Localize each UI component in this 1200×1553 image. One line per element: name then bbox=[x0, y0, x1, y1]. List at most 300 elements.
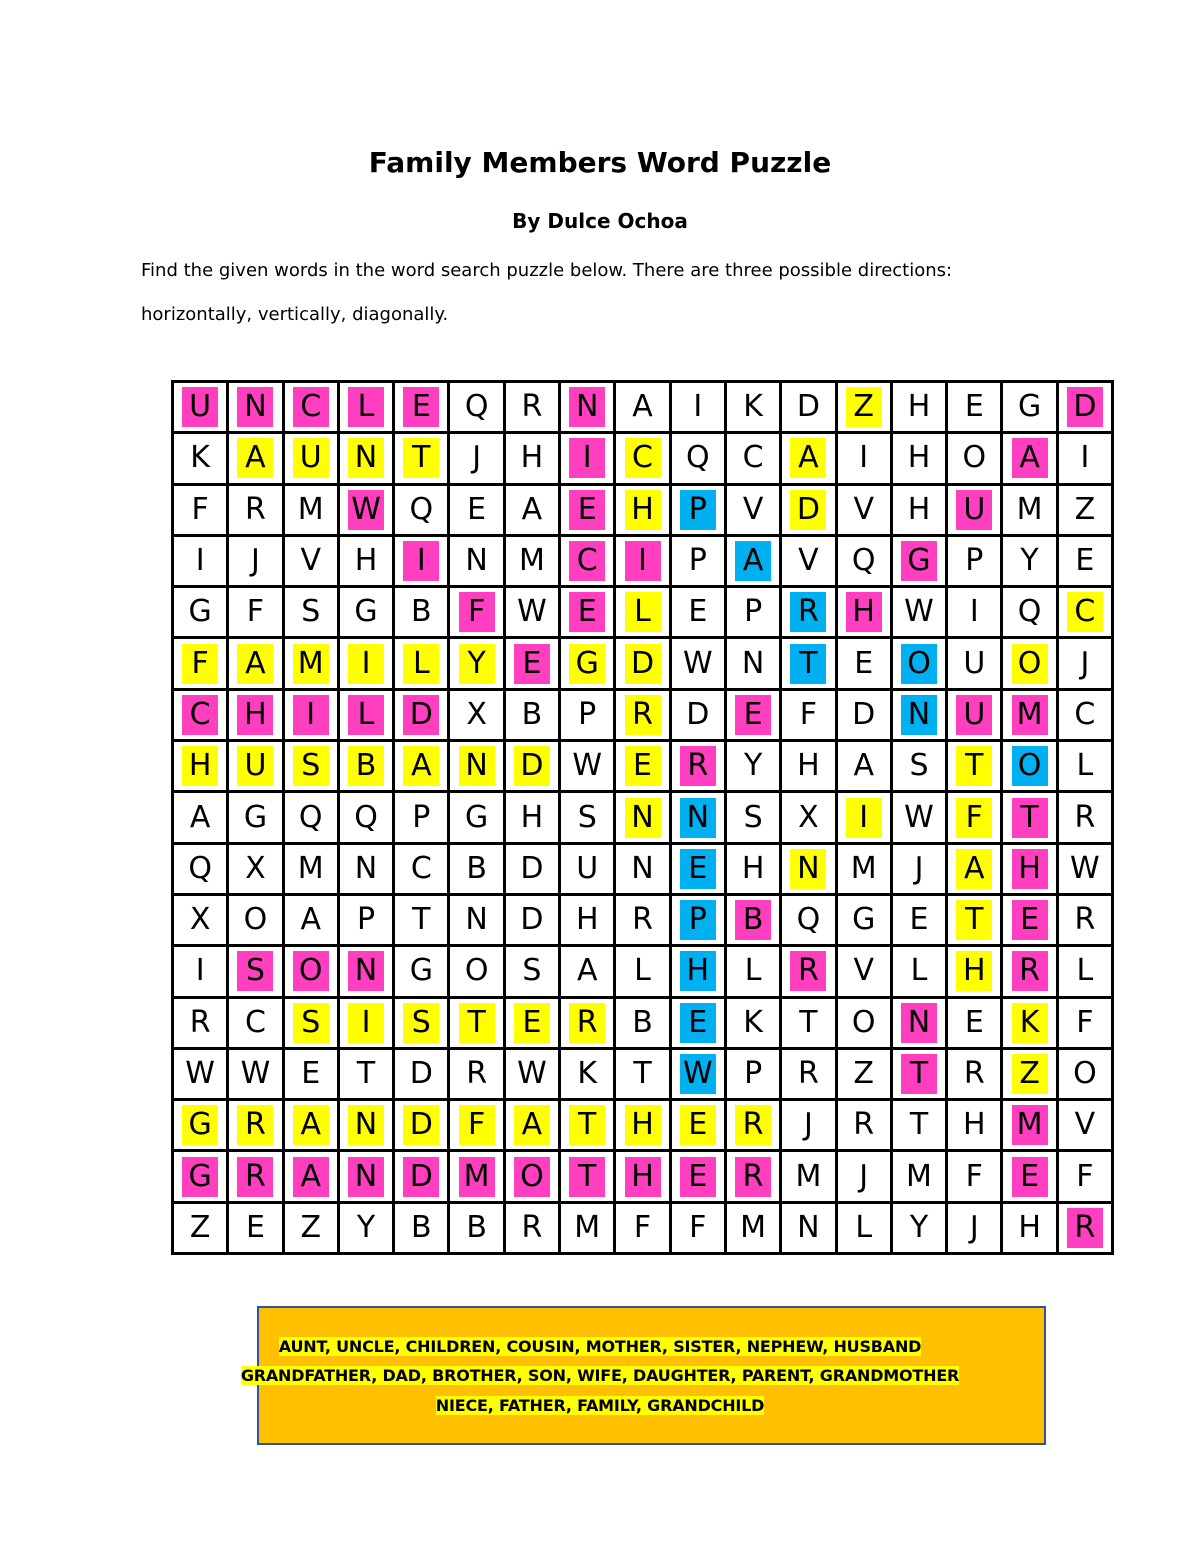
grid-cell bbox=[672, 383, 727, 434]
grid-cell bbox=[506, 1204, 561, 1255]
grid-cell bbox=[672, 1152, 727, 1203]
grid-letter: N bbox=[901, 1003, 937, 1043]
grid-letter: O bbox=[464, 953, 489, 989]
grid-cell bbox=[450, 537, 505, 588]
grid-letter: N bbox=[631, 850, 654, 886]
grid-cell bbox=[340, 845, 395, 896]
grid-cell bbox=[727, 486, 782, 537]
grid-letter: I bbox=[403, 541, 439, 581]
grid-letter: F bbox=[246, 594, 265, 630]
grid-letter: I bbox=[625, 541, 661, 581]
grid-letter: G bbox=[901, 541, 937, 581]
grid-letter: N bbox=[348, 951, 384, 991]
grid-letter: N bbox=[348, 1157, 384, 1197]
grid-letter: E bbox=[964, 1004, 984, 1040]
grid-letter: M bbox=[1012, 695, 1048, 735]
grid-letter: G bbox=[182, 1105, 218, 1145]
grid-letter: F bbox=[1076, 1158, 1094, 1194]
grid-cell bbox=[893, 588, 948, 639]
grid-cell bbox=[893, 896, 948, 947]
grid-letter: I bbox=[859, 440, 869, 476]
grid-letter: V bbox=[853, 953, 874, 989]
grid-letter: S bbox=[403, 1003, 439, 1043]
grid-cell bbox=[782, 486, 837, 537]
grid-letter: L bbox=[1076, 748, 1094, 784]
grid-letter: M bbox=[518, 543, 545, 579]
grid-letter: S bbox=[293, 746, 329, 786]
grid-letter: N bbox=[348, 438, 384, 478]
grid-letter: N bbox=[354, 850, 378, 886]
grid-letter: A bbox=[514, 1105, 550, 1145]
grid-cell bbox=[285, 691, 340, 742]
grid-cell bbox=[506, 999, 561, 1050]
grid-letter: H bbox=[625, 1157, 661, 1197]
grid-cell bbox=[561, 793, 616, 844]
grid-cell bbox=[1059, 999, 1114, 1050]
grid-letter: E bbox=[964, 389, 984, 425]
grid-letter: L bbox=[625, 592, 661, 632]
grid-letter: H bbox=[797, 748, 820, 784]
grid-cell bbox=[893, 1101, 948, 1152]
grid-letter: Z bbox=[189, 1209, 211, 1245]
grid-cell bbox=[1059, 742, 1114, 793]
grid-letter: T bbox=[412, 902, 431, 938]
grid-cell bbox=[838, 999, 893, 1050]
page-title: Family Members Word Puzzle bbox=[368, 146, 832, 179]
grid-letter: H bbox=[680, 951, 716, 991]
grid-cell bbox=[1003, 1152, 1058, 1203]
grid-cell bbox=[1003, 947, 1058, 998]
grid-letter: F bbox=[191, 491, 209, 527]
grid-cell bbox=[174, 1204, 229, 1255]
grid-letter: V bbox=[798, 543, 819, 579]
grid-cell bbox=[395, 588, 450, 639]
word-list-item: MOTHER, bbox=[585, 1337, 674, 1356]
grid-letter: H bbox=[907, 440, 931, 476]
grid-letter: J bbox=[472, 440, 482, 476]
grid-cell bbox=[561, 1152, 616, 1203]
grid-letter: W bbox=[240, 1056, 271, 1091]
grid-cell bbox=[838, 1204, 893, 1255]
grid-cell bbox=[174, 691, 229, 742]
grid-letter: I bbox=[195, 543, 205, 579]
grid-letter: E bbox=[688, 594, 708, 630]
grid-letter: I bbox=[348, 644, 384, 684]
grid-cell bbox=[450, 1152, 505, 1203]
grid-cell bbox=[727, 588, 782, 639]
grid-letter: D bbox=[403, 695, 439, 735]
grid-cell bbox=[395, 486, 450, 537]
grid-letter: E bbox=[514, 1003, 550, 1043]
grid-letter: M bbox=[1016, 491, 1043, 527]
grid-cell bbox=[948, 1152, 1003, 1203]
grid-cell bbox=[1059, 537, 1114, 588]
grid-letter: Q bbox=[354, 799, 378, 835]
grid-letter: R bbox=[797, 1056, 819, 1091]
grid-letter: R bbox=[632, 902, 653, 938]
grid-cell bbox=[727, 1204, 782, 1255]
grid-cell bbox=[838, 691, 893, 742]
grid-cell bbox=[616, 1050, 671, 1101]
grid-letter: K bbox=[190, 440, 210, 476]
grid-cell bbox=[1059, 588, 1114, 639]
grid-letter: A bbox=[576, 953, 598, 989]
grid-cell bbox=[229, 639, 284, 690]
grid-cell bbox=[727, 537, 782, 588]
grid-cell bbox=[561, 1101, 616, 1152]
grid-letter: U bbox=[956, 695, 992, 735]
grid-cell bbox=[893, 845, 948, 896]
grid-cell bbox=[948, 383, 1003, 434]
grid-cell bbox=[1059, 383, 1114, 434]
grid-letter: D bbox=[403, 1157, 439, 1197]
grid-letter: B bbox=[466, 850, 487, 886]
grid-letter: T bbox=[569, 1105, 605, 1145]
grid-cell bbox=[450, 1050, 505, 1101]
grid-cell bbox=[838, 1101, 893, 1152]
grid-letter: P bbox=[412, 799, 431, 835]
word-search-grid bbox=[171, 380, 1114, 1255]
grid-cell bbox=[506, 383, 561, 434]
grid-cell bbox=[782, 896, 837, 947]
grid-letter: O bbox=[293, 951, 329, 991]
grid-letter: D bbox=[625, 644, 661, 684]
grid-cell bbox=[838, 947, 893, 998]
grid-cell bbox=[727, 434, 782, 485]
grid-letter: U bbox=[293, 438, 329, 478]
grid-cell bbox=[561, 742, 616, 793]
grid-cell bbox=[340, 1101, 395, 1152]
grid-letter: Y bbox=[909, 1209, 929, 1245]
grid-letter: Q bbox=[298, 799, 323, 835]
grid-cell bbox=[838, 486, 893, 537]
grid-cell bbox=[1059, 434, 1114, 485]
grid-cell bbox=[450, 947, 505, 998]
grid-cell bbox=[838, 588, 893, 639]
grid-letter: T bbox=[459, 1003, 495, 1043]
grid-letter: J bbox=[251, 543, 260, 579]
grid-cell bbox=[561, 537, 616, 588]
grid-cell bbox=[893, 1204, 948, 1255]
grid-letter: N bbox=[680, 798, 716, 838]
grid-cell bbox=[395, 999, 450, 1050]
grid-cell bbox=[340, 383, 395, 434]
grid-letter: E bbox=[514, 644, 550, 684]
grid-letter: H bbox=[741, 850, 765, 886]
grid-letter: J bbox=[1080, 645, 1090, 681]
grid-cell bbox=[948, 947, 1003, 998]
grid-letter: E bbox=[680, 1157, 716, 1197]
grid-cell bbox=[285, 486, 340, 537]
grid-cell bbox=[893, 1152, 948, 1203]
grid-letter: V bbox=[742, 491, 764, 527]
grid-letter: K bbox=[743, 1004, 763, 1040]
grid-letter: Q bbox=[464, 389, 489, 425]
grid-letter: X bbox=[466, 696, 487, 732]
grid-letter: B bbox=[411, 594, 432, 630]
grid-letter: N bbox=[465, 902, 488, 938]
grid-cell bbox=[616, 896, 671, 947]
grid-letter: W bbox=[348, 490, 384, 530]
grid-letter: A bbox=[293, 1105, 329, 1145]
grid-cell bbox=[672, 845, 727, 896]
grid-cell bbox=[561, 896, 616, 947]
grid-letter: S bbox=[237, 951, 273, 991]
grid-letter: T bbox=[909, 1107, 929, 1143]
grid-letter: D bbox=[1067, 387, 1103, 427]
word-list-item: WIFE, bbox=[577, 1366, 633, 1385]
grid-letter: O bbox=[901, 644, 937, 684]
grid-cell bbox=[340, 691, 395, 742]
grid-cell bbox=[616, 845, 671, 896]
grid-letter: R bbox=[237, 1157, 273, 1197]
grid-letter: U bbox=[963, 645, 986, 681]
word-list-item: PARENT, bbox=[741, 1366, 820, 1385]
grid-cell bbox=[229, 1050, 284, 1101]
grid-letter: R bbox=[1074, 902, 1096, 938]
grid-letter: R bbox=[790, 592, 826, 632]
grid-letter: G bbox=[182, 1157, 218, 1197]
grid-cell bbox=[285, 793, 340, 844]
grid-cell bbox=[1059, 1152, 1114, 1203]
grid-cell bbox=[1059, 1101, 1114, 1152]
grid-cell bbox=[561, 639, 616, 690]
grid-letter: O bbox=[514, 1157, 550, 1197]
grid-cell bbox=[727, 999, 782, 1050]
grid-cell bbox=[893, 537, 948, 588]
grid-cell bbox=[229, 742, 284, 793]
grid-letter: I bbox=[693, 389, 703, 425]
grid-letter: R bbox=[521, 1209, 543, 1245]
grid-letter: T bbox=[569, 1157, 605, 1197]
grid-letter: G bbox=[569, 644, 605, 684]
grid-cell bbox=[174, 383, 229, 434]
grid-cell bbox=[174, 793, 229, 844]
grid-letter: N bbox=[237, 387, 273, 427]
grid-letter: Z bbox=[846, 387, 882, 427]
grid-cell bbox=[506, 486, 561, 537]
grid-letter: F bbox=[799, 696, 818, 732]
grid-cell bbox=[229, 486, 284, 537]
word-list-item: FAMILY, bbox=[577, 1396, 648, 1415]
grid-letter: J bbox=[914, 850, 924, 886]
grid-letter: M bbox=[293, 644, 329, 684]
grid-letter: I bbox=[293, 695, 329, 735]
grid-cell bbox=[948, 588, 1003, 639]
grid-letter: D bbox=[520, 850, 544, 886]
grid-cell bbox=[948, 691, 1003, 742]
grid-cell bbox=[948, 793, 1003, 844]
grid-letter: S bbox=[522, 953, 542, 989]
grid-letter: H bbox=[237, 695, 273, 735]
grid-letter: J bbox=[859, 1158, 869, 1194]
grid-cell bbox=[506, 845, 561, 896]
grid-cell bbox=[672, 1050, 727, 1101]
grid-cell bbox=[893, 1050, 948, 1101]
word-list-line-1 bbox=[0, 1337, 1200, 1356]
grid-cell bbox=[1003, 588, 1058, 639]
grid-cell bbox=[1003, 1101, 1058, 1152]
word-list-item: COUSIN, bbox=[506, 1337, 586, 1356]
grid-letter: T bbox=[403, 438, 439, 478]
grid-cell bbox=[506, 896, 561, 947]
grid-cell bbox=[782, 1152, 837, 1203]
instructions-line-2: horizontally, vertically, diagonally. bbox=[141, 304, 449, 325]
grid-letter: E bbox=[301, 1056, 321, 1091]
grid-cell bbox=[229, 588, 284, 639]
grid-letter: A bbox=[237, 438, 273, 478]
grid-cell bbox=[340, 537, 395, 588]
grid-letter: P bbox=[744, 1056, 763, 1091]
grid-letter: M bbox=[574, 1209, 601, 1245]
grid-letter: R bbox=[237, 1105, 273, 1145]
grid-cell bbox=[561, 845, 616, 896]
grid-cell bbox=[948, 537, 1003, 588]
grid-cell bbox=[782, 1204, 837, 1255]
grid-letter: P bbox=[680, 900, 716, 940]
grid-cell bbox=[174, 639, 229, 690]
grid-letter: H bbox=[575, 902, 599, 938]
grid-cell bbox=[229, 845, 284, 896]
grid-letter: M bbox=[850, 850, 877, 886]
grid-letter: S bbox=[293, 1003, 329, 1043]
instructions-line-1: Find the given words in the word search puzzle below. There are three possible directions: bbox=[141, 260, 953, 281]
grid-letter: B bbox=[411, 1209, 432, 1245]
grid-cell bbox=[174, 1050, 229, 1101]
grid-letter: Q bbox=[851, 543, 876, 579]
grid-cell bbox=[450, 383, 505, 434]
grid-letter: C bbox=[182, 695, 218, 735]
grid-cell bbox=[285, 947, 340, 998]
grid-letter: H bbox=[354, 543, 378, 579]
grid-cell bbox=[727, 1050, 782, 1101]
grid-letter: G bbox=[409, 953, 433, 989]
grid-cell bbox=[838, 434, 893, 485]
grid-cell bbox=[561, 383, 616, 434]
grid-cell bbox=[395, 434, 450, 485]
grid-cell bbox=[782, 1101, 837, 1152]
grid-letter: J bbox=[803, 1107, 813, 1143]
grid-cell bbox=[340, 896, 395, 947]
grid-letter: W bbox=[682, 645, 713, 681]
grid-cell bbox=[948, 1204, 1003, 1255]
grid-letter: L bbox=[403, 644, 439, 684]
grid-letter: E bbox=[569, 490, 605, 530]
grid-cell bbox=[1059, 1050, 1114, 1101]
grid-letter: E bbox=[680, 1105, 716, 1145]
grid-cell bbox=[395, 383, 450, 434]
grid-letter: R bbox=[245, 491, 266, 527]
grid-cell bbox=[340, 742, 395, 793]
word-list-item: SON, bbox=[527, 1366, 578, 1385]
grid-letter: H bbox=[1018, 1209, 1041, 1245]
grid-letter: P bbox=[688, 543, 707, 579]
grid-cell bbox=[285, 742, 340, 793]
grid-cell bbox=[561, 1050, 616, 1101]
grid-letter: B bbox=[348, 746, 384, 786]
grid-cell bbox=[285, 896, 340, 947]
grid-letter: B bbox=[466, 1209, 487, 1245]
grid-cell bbox=[782, 999, 837, 1050]
grid-cell bbox=[506, 588, 561, 639]
grid-cell bbox=[506, 947, 561, 998]
grid-letter: R bbox=[1067, 1208, 1103, 1248]
grid-cell bbox=[727, 691, 782, 742]
grid-cell bbox=[1003, 639, 1058, 690]
grid-letter: M bbox=[1012, 1105, 1048, 1145]
grid-letter: W bbox=[904, 799, 934, 835]
grid-cell bbox=[1003, 999, 1058, 1050]
grid-letter: S bbox=[909, 748, 929, 784]
grid-cell bbox=[174, 845, 229, 896]
grid-cell bbox=[395, 1101, 450, 1152]
grid-letter: Y bbox=[1020, 543, 1039, 579]
grid-cell bbox=[285, 588, 340, 639]
grid-letter: M bbox=[906, 1158, 932, 1194]
grid-letter: T bbox=[790, 644, 826, 684]
grid-letter: N bbox=[797, 1209, 820, 1245]
grid-letter: E bbox=[569, 592, 605, 632]
grid-cell bbox=[1003, 691, 1058, 742]
grid-cell bbox=[285, 1152, 340, 1203]
grid-letter: R bbox=[521, 389, 543, 425]
grid-cell bbox=[782, 537, 837, 588]
grid-letter: T bbox=[799, 1004, 818, 1040]
grid-letter: V bbox=[1074, 1107, 1096, 1143]
grid-letter: X bbox=[245, 850, 266, 886]
grid-letter: R bbox=[963, 1056, 985, 1091]
grid-cell bbox=[395, 1152, 450, 1203]
grid-letter: D bbox=[852, 696, 876, 732]
grid-cell bbox=[450, 1101, 505, 1152]
grid-cell bbox=[948, 896, 1003, 947]
grid-letter: F bbox=[689, 1209, 707, 1245]
grid-letter: R bbox=[853, 1107, 875, 1143]
grid-cell bbox=[893, 639, 948, 690]
grid-letter: W bbox=[185, 1056, 215, 1091]
grid-cell bbox=[1003, 845, 1058, 896]
grid-letter: Y bbox=[743, 748, 763, 784]
grid-cell bbox=[506, 537, 561, 588]
grid-letter: G bbox=[465, 799, 489, 835]
grid-letter: N bbox=[569, 387, 605, 427]
grid-cell bbox=[672, 1101, 727, 1152]
grid-cell bbox=[672, 896, 727, 947]
grid-letter: X bbox=[189, 902, 211, 938]
grid-cell bbox=[561, 486, 616, 537]
grid-letter: A bbox=[632, 389, 653, 425]
grid-letter: K bbox=[743, 389, 763, 425]
grid-cell bbox=[727, 845, 782, 896]
grid-letter: E bbox=[854, 645, 874, 681]
grid-letter: B bbox=[521, 696, 543, 732]
grid-cell bbox=[285, 999, 340, 1050]
grid-letter: U bbox=[237, 746, 273, 786]
grid-cell bbox=[948, 486, 1003, 537]
grid-cell bbox=[506, 1152, 561, 1203]
grid-letter: U bbox=[182, 387, 218, 427]
grid-cell bbox=[672, 537, 727, 588]
word-list-item: UNCLE, bbox=[336, 1337, 406, 1356]
grid-cell bbox=[1059, 691, 1114, 742]
grid-cell bbox=[616, 383, 671, 434]
grid-letter: D bbox=[796, 389, 820, 425]
grid-cell bbox=[838, 1152, 893, 1203]
word-list-item: CHILDREN, bbox=[405, 1337, 507, 1356]
grid-cell bbox=[561, 999, 616, 1050]
word-list-line-3 bbox=[0, 1396, 1200, 1415]
grid-cell bbox=[616, 1152, 671, 1203]
